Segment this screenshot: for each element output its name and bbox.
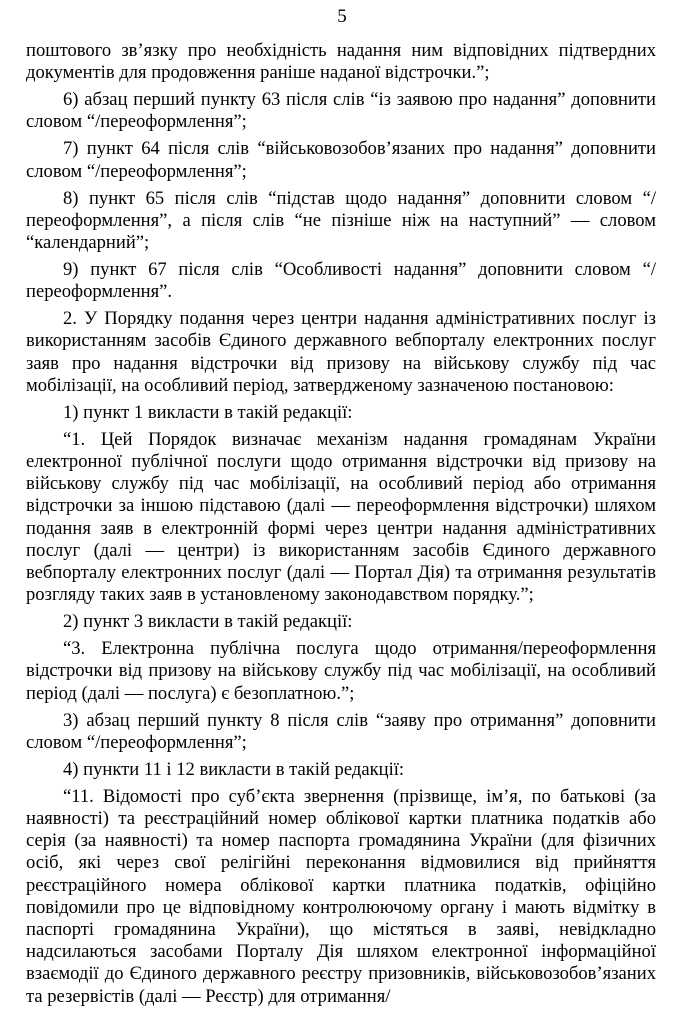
- document-body: [26, 40, 656, 1013]
- paragraph-continuation: поштового зв’язку про необхідність надання ним відповідних підтвердних документів для продовження раніше наданої відстрочки.”;: [26, 40, 656, 84]
- paragraph-quote-point-11: “11. Відомості про суб’єкта звернення (прізвище, ім’я, по батькові (за наявності) та реєстраційний номер облікової картки платника податків або серія (за наявності) та номер паспорта громадянина України (для фізичних осіб, які через свої релігійні переконання відмовилися від прийняття реєстраційного номера облікової картки платника податків, офіційно повідомили про це відповідному контролюючому органу і мають відмітку в паспорті громадянина України), що містяться в заяві, невідкладно надсилаються засобами Порталу Дія шляхом електронної інформаційної взаємодії до Єдиного державного реєстру призовників, військовозобов’язаних та резервістів (далі — Реєстр) для отримання/: [26, 785, 656, 1007]
- paragraph-item-6: 6) абзац перший пункту 63 після слів “із заявою про надання” доповнити словом “/переоформлення”;: [26, 89, 656, 133]
- paragraph-item-9: 9) пункт 67 після слів “Особливості надання” доповнити словом “/переоформлення”.: [26, 259, 656, 303]
- page-number: 5: [337, 6, 347, 27]
- paragraph-section-2: 2. У Порядку подання через центри надання адміністративних послуг із використанням засобів Єдиного державного вебпорталу електронних послуг заяв про надання відстрочки від призову на військову службу під час мобілізації, на особливий період, затвердженому зазначеною постановою:: [26, 308, 656, 396]
- paragraph-subitem-3: 3) абзац перший пункту 8 після слів “заяву про отримання” доповнити словом “/переоформлення”;: [26, 709, 656, 753]
- paragraph-subitem-4: 4) пункти 11 і 12 викласти в такій редакції:: [63, 758, 405, 780]
- paragraph-quote-point-3: “3. Електронна публічна послуга щодо отримання/переоформлення відстрочки від призову на військову службу під час мобілізації, на особливий період (далі — послуга) є безоплатною.”;: [26, 638, 656, 704]
- paragraph-quote-point-1: “1. Цей Порядок визначає механізм надання громадянам України електронної публічної послуги щодо отримання відстрочки від призову на військову службу під час мобілізації, на особливий період або отримання відстрочки за іншою підставою (далі — переоформлення відстрочки) шляхом подання заяв в електронній формі через центри надання адміністративних послуг (далі — центри) із використанням засобів Єдиного державного вебпорталу електронних послуг (далі — Портал Дія) та отримання результатів розгляду таких заяв в установленому законодавством порядку.”;: [26, 428, 656, 606]
- paragraph-subitem-2: 2) пункт 3 викласти в такій редакції:: [63, 611, 353, 633]
- paragraph-subitem-1: 1) пункт 1 викласти в такій редакції:: [63, 401, 353, 423]
- paragraph-item-7: 7) пункт 64 після слів “військовозобов’язаних про надання” доповнити словом “/переоформлення”;: [26, 138, 656, 182]
- paragraph-item-8: 8) пункт 65 після слів “підстав щодо надання” доповнити словом “/переоформлення”, а після слів “не пізніше ніж на наступний” — словом “календарний”;: [26, 187, 656, 254]
